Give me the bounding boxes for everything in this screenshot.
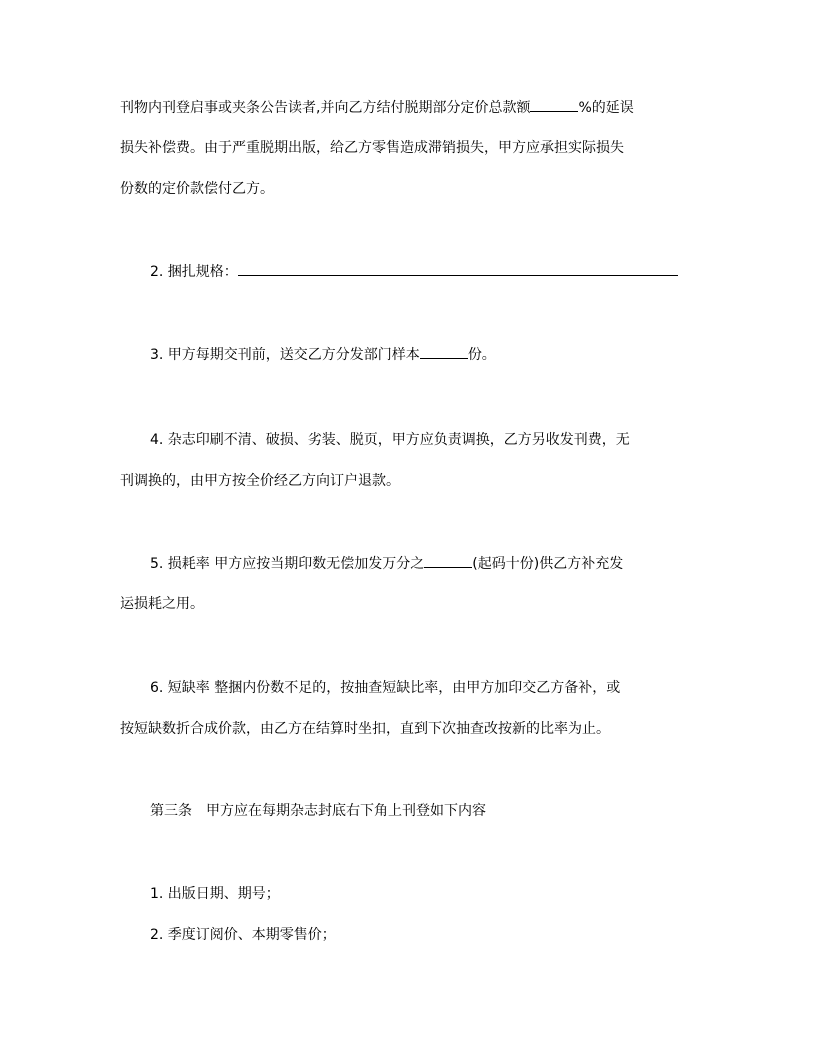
- fill-blank: [530, 97, 578, 112]
- item-4-line-1: 4. 杂志印刷不清、破损、劣装、脱页，甲方应负责调换，乙方另收发刊费，无: [150, 432, 630, 448]
- item-2-binding-spec: [150, 261, 678, 282]
- paragraph-1-line-1: [120, 97, 634, 118]
- paragraph-1-line-2: 损失补偿费。由于严重脱期出版，给乙方零售造成滞销损失，甲方应承担实际损失: [120, 140, 624, 156]
- list-item-1: 1. 出版日期、期号；: [150, 886, 280, 902]
- item-6-line-1: 6. 短缺率 整捆内份数不足的，按抽查短缺比率，由甲方加印交乙方备补，或: [150, 680, 621, 696]
- item-3-text: 份。: [467, 347, 496, 363]
- paragraph-1-line-3: 份数的定价款偿付乙方。: [120, 181, 274, 197]
- item-4-line-2: 刊调换的，由甲方按全价经乙方向订户退款。: [120, 473, 400, 489]
- fill-blank: [238, 261, 678, 276]
- item-5-text: (起码十份)供乙方补充发: [472, 556, 624, 572]
- list-item-2: 2. 季度订阅价、本期零售价；: [150, 927, 336, 943]
- item-2-label: 2. 捆扎规格：: [150, 264, 238, 280]
- fill-blank: [424, 553, 472, 568]
- item-3-sample-copies: [150, 344, 496, 365]
- paragraph-1-text: %的延误: [578, 100, 634, 116]
- item-6-line-2: 按短缺数折合成价款，由乙方在结算时坐扣，直到下次抽查改按新的比率为止。: [120, 721, 610, 737]
- item-3-text: 3. 甲方每期交刊前，送交乙方分发部门样本: [150, 347, 420, 363]
- item-5-line-2: 运损耗之用。: [120, 596, 204, 612]
- item-5-text: 5. 损耗率 甲方应按当期印数无偿加发万分之: [150, 556, 425, 572]
- item-5-line-1: [150, 553, 623, 574]
- article-3-heading: 第三条 甲方应在每期杂志封底右下角上刊登如下内容: [150, 803, 486, 819]
- fill-blank: [420, 344, 468, 359]
- paragraph-1-text: 刊物内刊登启事或夹条公告读者,并向乙方结付脱期部分定价总款额: [120, 100, 531, 116]
